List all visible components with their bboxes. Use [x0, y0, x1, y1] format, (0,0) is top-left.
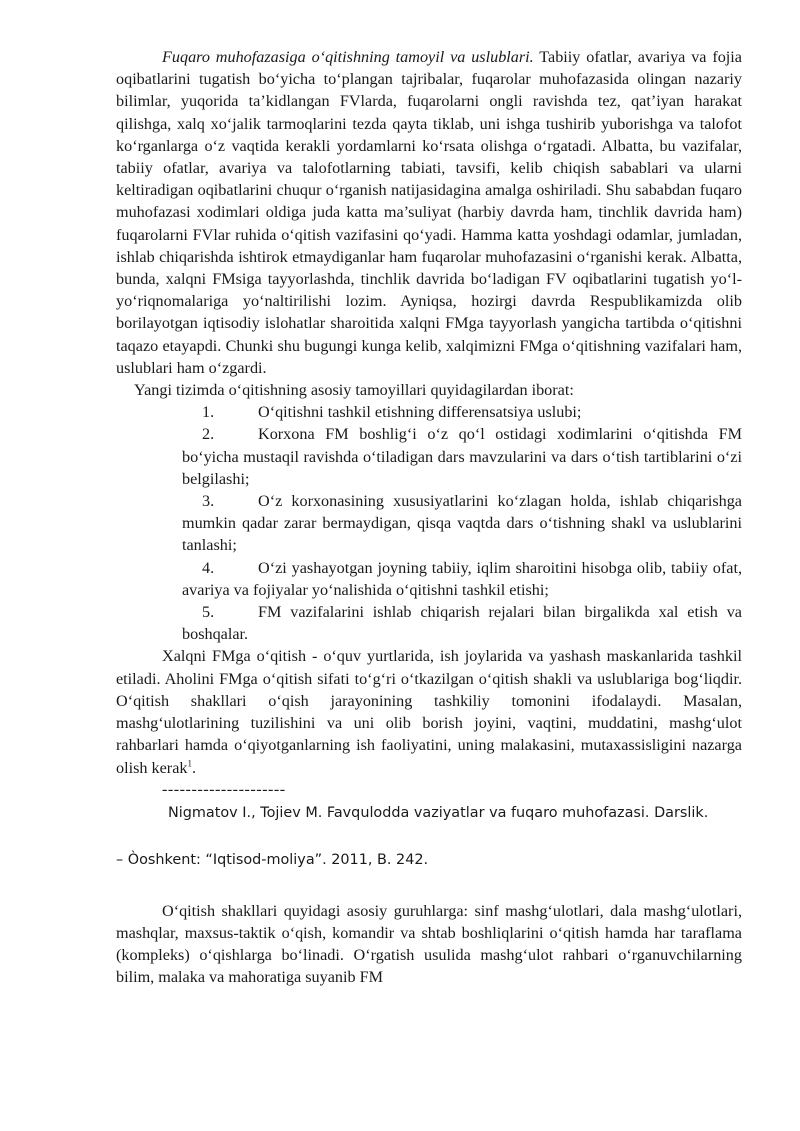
- footnote-reference: 1: [187, 758, 192, 769]
- paragraph-principles-intro: [116, 46, 742, 379]
- list-number: 2.: [202, 425, 215, 444]
- principles-list-intro: Yangi tizimda o‘qitishning asosiy tamoyillari quyidagilardan iborat:: [134, 381, 574, 400]
- list-number: 4.: [202, 558, 215, 577]
- list-number: 1.: [202, 403, 215, 422]
- section-lead-in: Fuqaro muhofazasiga o‘qitishning tamoyil va uslublari.: [162, 48, 534, 66]
- list-number: 3.: [202, 492, 215, 511]
- list-item: [182, 601, 742, 645]
- list-text: O‘qitishni tashkil etishning differensatsiya uslubi;: [258, 403, 582, 422]
- list-item: [182, 557, 742, 601]
- paragraph-training-organization: [116, 645, 742, 778]
- footnote-separator: ---------------------: [162, 779, 286, 798]
- list-text: O‘zi yashayotgan joyning tabiiy, iqlim sharoitini hisobga olib, tabiiy ofat, avariya va fojiyalar yo‘nalishida o‘qitishni tashkil etishi;: [182, 558, 742, 599]
- paragraph-text: Xalqni FMga o‘qitish - o‘quv yurtlarida, ish joylarida va yashash maskanlarida tashkil etiladi. Aholini FMga o‘qitish sifati to‘g‘ri o‘tkazilgan o‘qitish shakli va uslublariga bog‘liqdir. O‘qitish shakllari o‘qish jarayonining tashkiliy tomonini ifodalaydi. Masalan, mashg‘ulotlarining tuzilishini va uni olib borish joyini, vaqtini, muddatini, mashg‘ulot rahbarlari hamda o‘qiyotganlarning ish faoliyatini, uning malakasini, mutaxassisligini nazarga olish kerak: [116, 647, 742, 777]
- list-text: FM vazifalarini ishlab chiqarish rejalari bilan birgalikda xal etish va boshqalar.: [182, 603, 742, 644]
- footnote-citation-line2: – Òoshkent: “Iqtisod-moliya”. 2011, B. 242.: [116, 851, 429, 868]
- footnote-citation-line1: Nigmatov I., Tojiev M. Favqulodda vaziyatlar va fuqaro muhofazasi. Darslik.: [168, 804, 709, 821]
- spacer: [116, 870, 742, 900]
- list-number: 5.: [202, 603, 215, 622]
- list-item: [182, 490, 742, 557]
- list-item: [182, 423, 742, 490]
- paragraph-text: Tabiiy ofatlar, avariya va fojia oqibatlarini tugatish bo‘yicha to‘plangan tajribalar, fuqarolar muhofazasida olingan nazariy bilimlar, yuqorida ta’kidlangan FVlarda, fuqarolarni ongli ravishda tez, qat’iyan harakat qilishga, xalq xo‘jalik tarmoqlarini tezda qayta tiklab, uni ishga tushirib yuborishga va talofot ko‘rganlarga o‘z vaqtida kerakli yordamlarni ko‘rsata olishga o‘rgatadi. Albatta, bu vazifalar, tabiiy ofatlar, avariya va talofotlarning tabiati, tavsifi, kelib chiqish sabablari va ularni keltiradigan oqibatlarini chuqur o‘rganish natijasidagina amalga oshiriladi. Shu sababdan fuqaro muhofazasi xodimlari oldiga juda katta ma’suliyat (harbiy davrda ham, tinchlik davrida ham) fuqarolarni FVlar ruhida o‘qitish vazifasini qo‘yadi. Hamma katta yoshdagi odamlar, jumladan, ishlab chiqarishda ishtirok etmaydiganlar ham fuqarolar muhofazasini o‘rganishi kerak. Albatta, bunda, xalqni FMsiga tayyorlashda, tinchlik davrida bo‘ladigan FV oqibatlarini tugatish yo‘l-yo‘riqnomalariga yo‘naltirilishi lozim. Ayniqsa, hozirgi davrda Respublikamizda olib borilayotgan iqtisodiy islohatlar sharoitida xalqni FMga tayyorlash yangicha tartibda o‘qitishni taqazo etayapdi. Chunki shu bugungi kunga kelib, xalqimizni FMga o‘qitishning vazifalari ham, uslublari ham o‘zgardi.: [116, 48, 742, 377]
- paragraph-training-forms: O‘qitish shakllari quyidagi asosiy guruhlarga: sinf mashg‘ulotlari, dala mashg‘ulotlari, mashqlar, maxsus-taktik o‘qish, komandir va shtab boshliqlarini o‘qitish hamda har taraflama (kompleks) o‘qishlarga bo‘linadi. O‘rgatish usulida mashg‘ulot rahbari o‘rganuvchilarning bilim, malaka va mahoratiga suyanib FM: [116, 901, 742, 987]
- list-text: O‘z korxonasining xususiyatlarini ko‘zlagan holda, ishlab chiqarishga mumkin qadar zarar bermaydigan, qisqa vaqtda dars o‘tishning shakl va uslublarini tanlashi;: [182, 492, 742, 555]
- paragraph-end: .: [191, 758, 197, 777]
- list-text: Korxona FM boshlig‘i o‘z qo‘l ostidagi xodimlarini o‘qitishda FM bo‘yicha mustaqil ravishda o‘tiladigan dars mavzularini va dars o‘tish tartiblarini o‘zi belgilashi;: [182, 425, 742, 488]
- list-item: [182, 401, 742, 423]
- principles-list: [116, 401, 742, 645]
